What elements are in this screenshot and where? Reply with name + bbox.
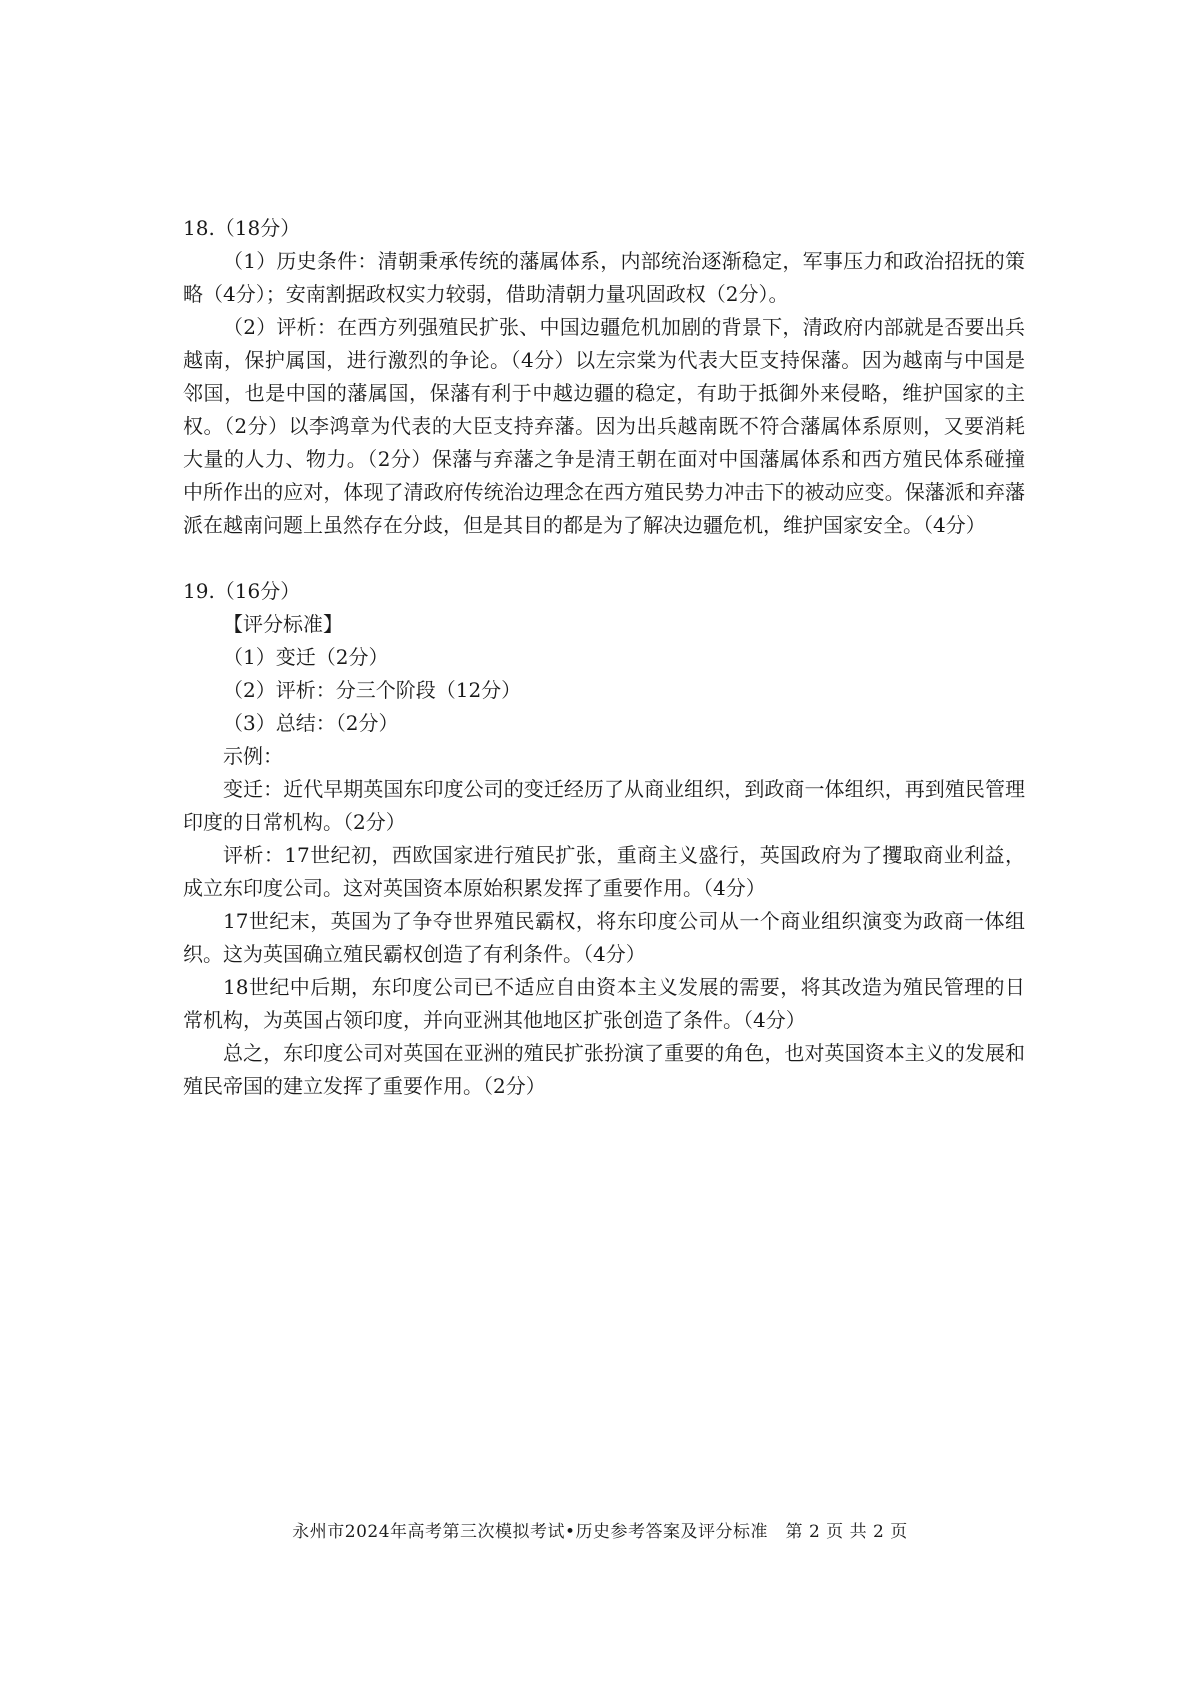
answer-content — [183, 212, 1025, 1103]
criteria-item-1: （1）变迁（2分） — [223, 645, 389, 669]
criteria-item-3: （3）总结：（2分） — [223, 711, 399, 735]
page-footer: 永州市2024年高考第三次模拟考试•历史参考答案及评分标准 第 2 页 共 2 页 — [292, 1522, 908, 1542]
question-18-heading: 18.（18分） — [183, 216, 301, 240]
example-summary: 总之，东印度公司对英国在亚洲的殖民扩张扮演了重要的角色，也对英国资本主义的发展和殖民帝国的建立发挥了重要作用。（2分） — [183, 1041, 1025, 1098]
section-spacer — [183, 542, 1025, 575]
criteria-item-2: （2）评析：分三个阶段（12分） — [223, 678, 522, 702]
scoring-criteria-title: 【评分标准】 — [223, 612, 343, 636]
example-label: 示例： — [223, 744, 283, 768]
example-analysis-late-17c: 17世纪末，英国为了争夺世界殖民霸权，将东印度公司从一个商业组织演变为政商一体组织。这为英国确立殖民霸权创造了有利条件。（4分） — [183, 909, 1025, 966]
example-change: 变迁：近代早期英国东印度公司的变迁经历了从商业组织，到政商一体组织，再到殖民管理印度的日常机构。（2分） — [183, 777, 1025, 834]
question-18-part-1: （1）历史条件：清朝秉承传统的藩属体系，内部统治逐渐稳定，军事压力和政治招抚的策略（4分）；安南割据政权实力较弱，借助清朝力量巩固政权（2分）。 — [183, 249, 1025, 306]
example-analysis-18c: 18世纪中后期，东印度公司已不适应自由资本主义发展的需要，将其改造为殖民管理的日常机构，为英国占领印度，并向亚洲其他地区扩张创造了条件。（4分） — [183, 975, 1025, 1032]
example-analysis-early-17c: 评析：17世纪初，西欧国家进行殖民扩张，重商主义盛行，英国政府为了攫取商业利益，成立东印度公司。这对英国资本原始积累发挥了重要作用。（4分） — [183, 843, 1025, 900]
question-19-heading: 19.（16分） — [183, 579, 301, 603]
question-18-part-2: （2）评析：在西方列强殖民扩张、中国边疆危机加剧的背景下，清政府内部就是否要出兵越南，保护属国，进行激烈的争论。（4分）以左宗棠为代表大臣支持保藩。因为越南与中国是邻国，也是中国的藩属国，保藩有利于中越边疆的稳定，有助于抵御外来侵略，维护国家的主权。（2分）以李鸿章为代表的大臣支持弃藩。因为出兵越南既不符合藩属体系原则，又要消耗大量的人力、物力。（2分）保藩与弃藩之争是清王朝在面对中国藩属体系和西方殖民体系碰撞中所作出的应对，体现了清政府传统治边理念在西方殖民势力冲击下的被动应变。保藩派和弃藩派在越南问题上虽然存在分歧，但是其目的都是为了解决边疆危机，维护国家安全。（4分） — [183, 315, 1025, 537]
